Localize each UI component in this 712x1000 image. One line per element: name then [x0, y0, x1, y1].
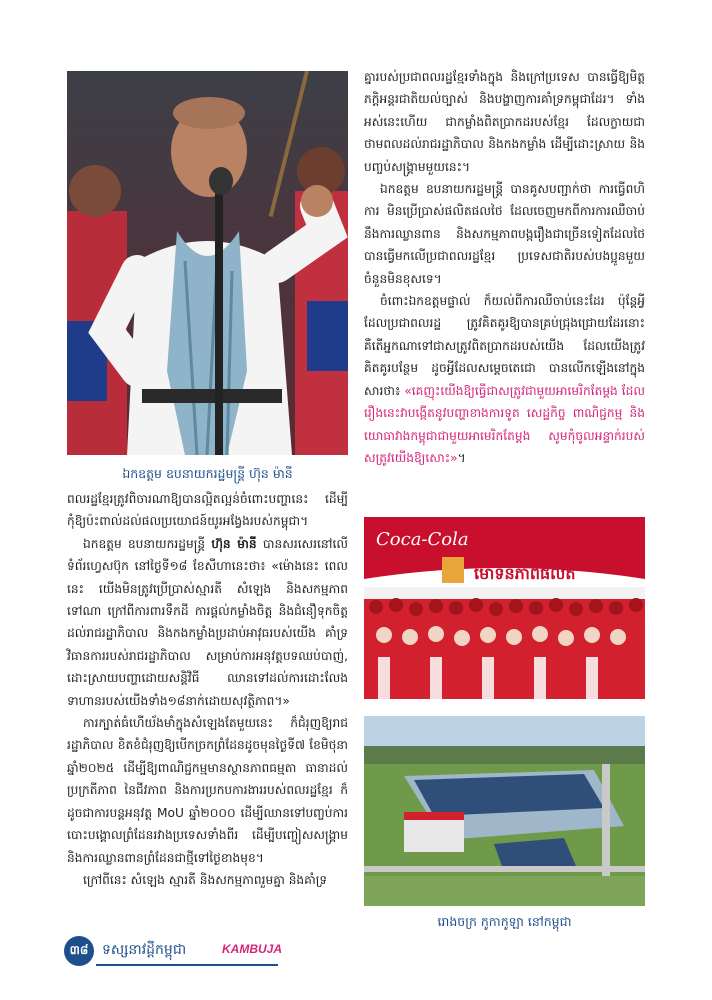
footer-underline	[96, 964, 278, 966]
left-paragraph-2-rest: បានសរសេរនៅលើទំព័រហ្វេសប៊ុក នៅថ្ងៃទី១៨ ខែសីហានេះថា៖ «ម៉ោងនេះ ពេលនេះ យើងមិនត្រូវប្រើប្រាស់ស្មារតី សំឡេង និងសកម្មភាពទៅណា ក្រៅពីការពារទឹកដី ការផ្តល់កម្លាំងចិត្ត និងជំនឿទុកចិត្តដល់រាជរដ្ឋាភិបាល និងកងកម្លាំងប្រដាប់អាវុធរបស់យើង គាំទ្រវិធានការរបស់រាជរដ្ឋាភិបាល សម្រាប់ការអនុវត្តបទឈប់បាញ់, ដោះស្រាយបញ្ហាដោយសន្តិវិធី ឈានទៅដល់ការដោះលែង ទាហានរបស់យើងទាំង១៨នាក់ដោយសុវត្ថិភាព។»	[67, 536, 348, 708]
right-text-column	[364, 66, 645, 469]
left-paragraph-3: ការក្បាត់ធំហើយ័ងមាំក្នុងសំឡេងតែមួយនេះ ក៏ជំរុញឱ្យរាជរដ្ឋាភិបាល ខិតខំជំរុញឱ្យបើកច្រកព្រំដែនដូចមុនថ្ងៃទី៧ ខែមិថុនា ឆ្នាំ២០២៥ ដើម្បីឱ្យពាណិជ្ជកម្មមានស្ថានភាពធម្មតា ធានាដល់ប្រក្រតីភាព នៃជីវភាព និងការប្រកបការងាររបស់ពលរដ្ឋខ្មែរ ក៏ដូចជាការបន្តអនុវត្ត MoU ឆ្នាំ២០០០ ដើម្បីឈានទៅបញ្ចប់ការបោះបង្គោលព្រំដែនរវាងប្រទេសទាំងពីរ ដើម្បីបញ្ចៀសសង្គ្រាម និងការឈ្លានពានព្រំដែនជាថ្មីទៅថ្ងៃខាងមុខ។	[67, 716, 348, 865]
coca-cola-event-illustration	[364, 517, 645, 699]
quote-end-mark: ។	[457, 450, 466, 465]
coca-cola-event-photo	[364, 517, 645, 699]
right-paragraph-2: ឯកឧត្តម ឧបនាយករដ្ឋមន្ត្រី បានគូសបញ្ជាក់ថា ការធ្វើពហិការ មិនប្រើប្រាស់ផលិតផលថៃ ដែលចេញមកពីការការឈឺចាប់នឹងការឈ្លានពាន និងសកម្មភាពបង្ករឿងជាច្រើនទៀតដែលថៃ បានធ្វើមកលើប្រជាពលរដ្ឋខ្មែរ ប្រទេសជាតិរបស់បងប្អូនមួយចំនួនមិនខុសទេ។	[364, 182, 645, 286]
hun-sen-quote: «គេញុះយើងឱ្យធ្វើជាសត្រូវជាមួយអាមេរិកតែម្តង ដែលរឿងនេះវាបង្កើតនូវបញ្ហាខាងការទូត សេដ្ឋកិច្ច ពាណិជ្ជកម្ម និងយោធាវាងកម្ពុជាជាមួយអាមេរិកតែម្តង សូមកុំចូលអន្ទាក់របស់សត្រូវយើងឱ្យសោះ»	[364, 383, 645, 465]
pm-name-bold: ហ៊ុន ម៉ានី	[211, 536, 257, 551]
factory-photo-caption: រោងចក្រ កូកាកូឡា នៅកម្ពុជា	[437, 914, 572, 929]
banner-khmer-text: មោទនភាពផលិត	[474, 564, 576, 583]
page-number: ៣៨	[64, 936, 94, 966]
left-text-column	[67, 488, 348, 891]
pm-speaking-photo	[67, 71, 348, 455]
banner-brand-text: Coca-Cola	[376, 529, 469, 550]
left-paragraph-2-start: ឯកឧត្តម ឧបនាយករដ្ឋមន្ត្រី	[83, 536, 212, 551]
left-paragraph-2	[67, 533, 348, 712]
magazine-title: ទស្សនាវដ្តីកម្ពុជា	[102, 942, 187, 958]
pm-speaking-illustration	[67, 71, 348, 455]
right-paragraph-1: គ្នារបស់ប្រជាពលរដ្ឋខ្មែរទាំងក្នុង និងក្រៅប្រទេស បានធ្វើឱ្យមិត្តភក្តិអន្តរជាតិយល់ច្បាស់ និងបង្ហាញការគាំទ្រកម្ពុជាដែរ។ ទាំងអស់នេះហើយ ជាកម្លាំងពិតប្រាកដរបស់ខ្មែរ ដែលក្លាយជាថាមពលដល់រាជរដ្ឋាភិបាល និងកងកម្លាំង ដើម្បីដោះស្រាយ និងបញ្ចប់សង្គ្រាមមួយនេះ។	[364, 70, 645, 174]
factory-aerial-illustration	[364, 716, 645, 906]
left-paragraph-4: ក្រៅពីនេះ សំឡេង ស្មារតី និងសកម្មភាពរួមគ្នា និងគាំទ្រ	[83, 872, 328, 887]
coca-cola-factory-photo	[364, 716, 645, 906]
magazine-brand: KAMBUJA	[222, 942, 282, 956]
right-paragraph-3-text: ចំពោះឯកឧត្តមផ្ទាល់ ក៏យល់ពីការឈឺចាប់នេះដែរ ប៉ុន្តែអ្វីដែលប្រជាពលរដ្ឋ ត្រូវគិតគូរឱ្យបានគ្រប់ជ្រុងជ្រោយដែរនោះ គឺតើអ្នកណាទៅជាសត្រូវពិតប្រាកដរបស់យើង ដែលយើងត្រូវគិតគូរបន្ថែម ដូចអ្វីដែលសម្តេចតេជោ បានលើកឡើងនៅក្នុងសារថា៖	[364, 294, 645, 398]
pm-photo-caption: ឯកឧត្តម ឧបនាយករដ្ឋមន្ត្រី ហ៊ុន ម៉ានី	[122, 466, 293, 481]
right-paragraph-3	[364, 290, 645, 469]
left-paragraph-1: ពលរដ្ឋខ្មែរត្រូវពិចារណាឱ្យបានល្អិតល្អន់ចំពោះបញ្ហានេះ ដើម្បីកុំឱ្យប៉ះពាល់ដល់ផលប្រយោជន៍យូរអង្វែងរបស់កម្ពុជា។	[67, 492, 348, 529]
bottle-logo-icon	[442, 557, 464, 583]
